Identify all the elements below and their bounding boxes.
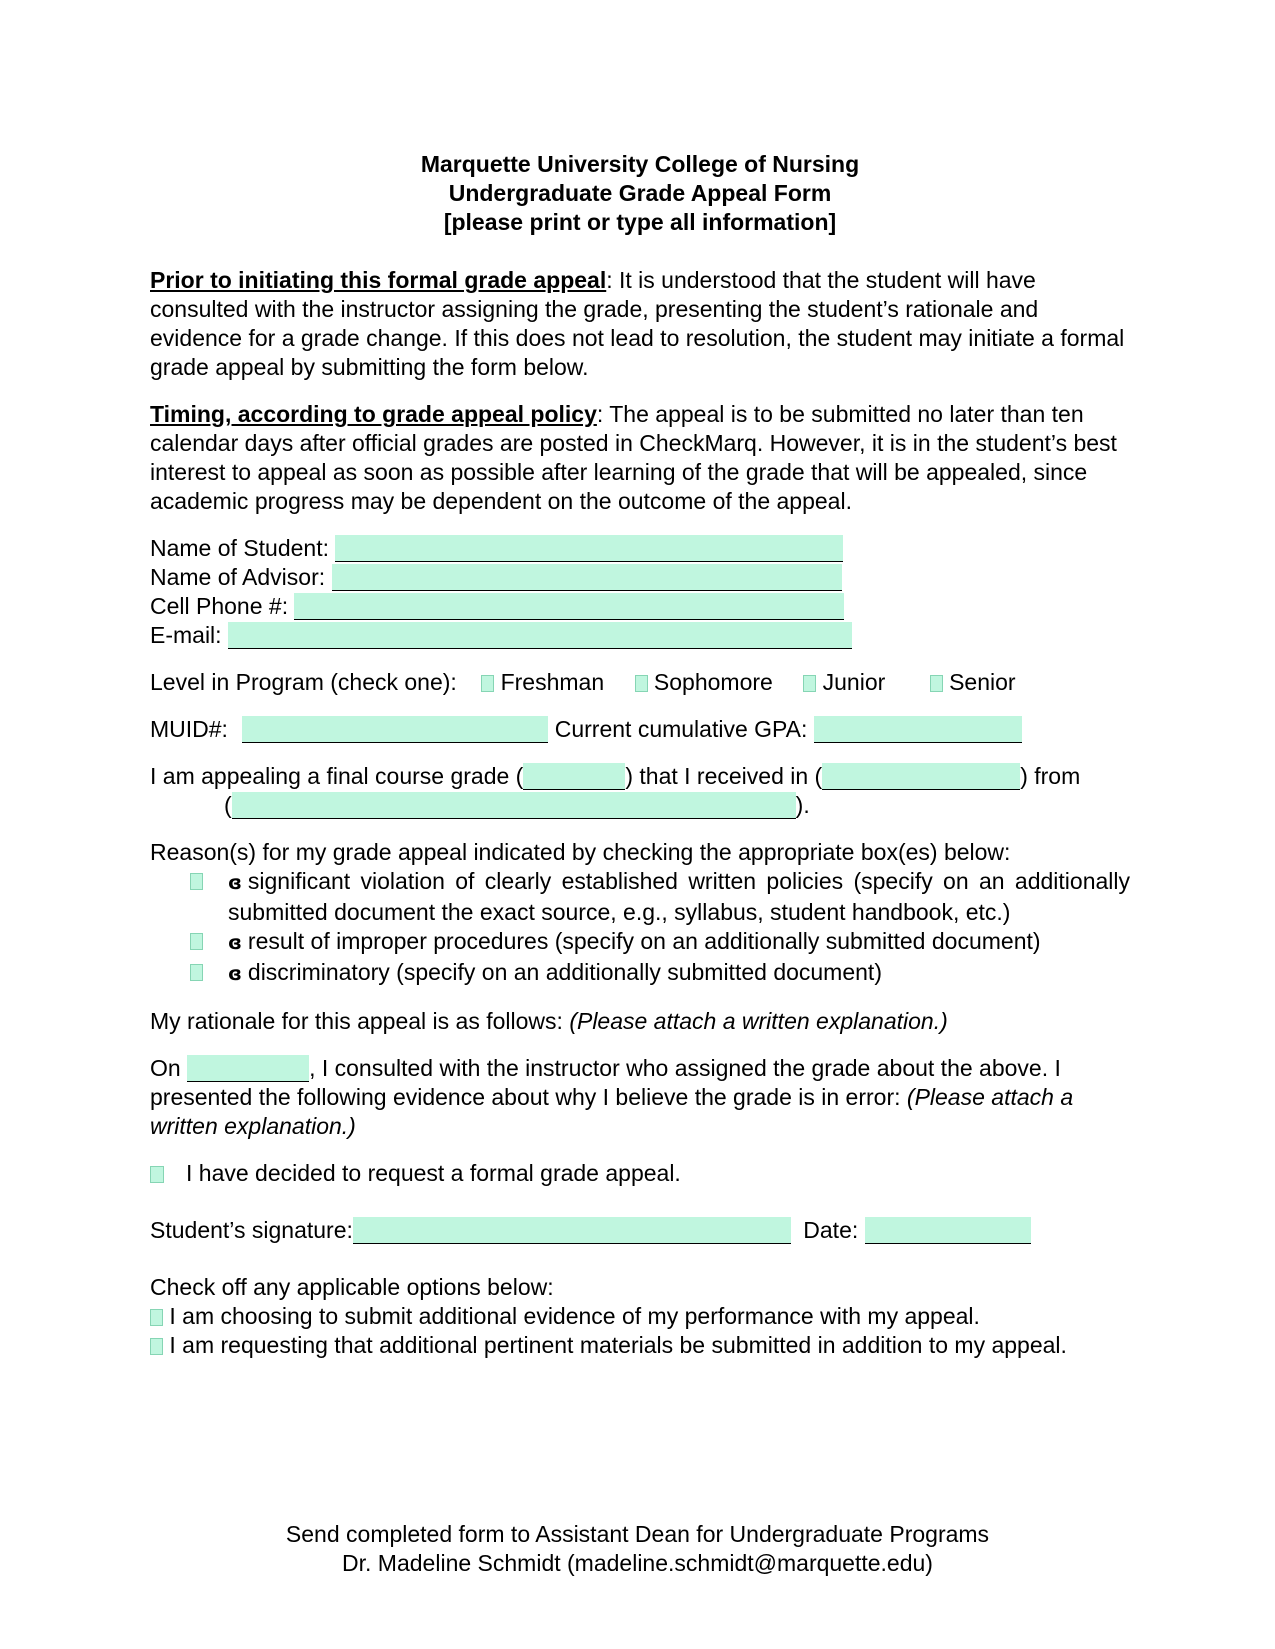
student-name-label: Name of Student: (150, 535, 329, 561)
decide-text: I have decided to request a formal grade appeal. (186, 1160, 681, 1186)
appeal-open-paren: ( (224, 792, 232, 818)
reasons-intro: Reason(s) for my grade appeal indicated by checking the appropriate box(es) below: (150, 839, 1011, 865)
reason-policy-checkbox[interactable] (190, 873, 203, 890)
level-freshman: Freshman (500, 669, 605, 695)
appeal-text-3: ) from (1020, 763, 1081, 789)
reason-item (150, 927, 1130, 958)
footer-contact: Dr. Madeline Schmidt (madeline.schmidt@marquette.edu) (342, 1550, 933, 1576)
rationale-text: My rationale for this appeal is as follows: (150, 1008, 570, 1034)
reason-procedures-checkbox[interactable] (190, 933, 203, 950)
gpa-label: Current cumulative GPA: (554, 716, 808, 742)
prior-paragraph (150, 266, 1130, 382)
signature-field[interactable] (353, 1217, 791, 1244)
reason-bullet-icon: ɞ (228, 963, 242, 985)
level-sophomore: Sophomore (653, 669, 773, 695)
option-evidence-checkbox[interactable] (150, 1309, 163, 1326)
appeal-close-paren: ). (795, 792, 810, 818)
option-materials-checkbox[interactable] (150, 1338, 163, 1355)
decide-row (150, 1159, 1130, 1188)
form-page (150, 150, 1130, 1360)
course-grade-field[interactable] (523, 763, 625, 790)
email-label: E-mail: (150, 622, 222, 648)
junior-checkbox[interactable] (803, 675, 816, 692)
consult-on: On (150, 1055, 188, 1081)
cell-phone-field[interactable] (294, 593, 844, 620)
rationale-line (150, 1007, 1130, 1036)
level-row (150, 668, 1130, 697)
header-institution: Marquette University College of Nursing (420, 151, 860, 177)
course-name-field[interactable] (232, 792, 796, 819)
cell-phone-label: Cell Phone #: (150, 593, 289, 619)
consult-paragraph (150, 1054, 1130, 1141)
consult-text: , I consulted with the instructor who assigned the grade about the above. I presented the following evidence about why I believe the grade is in error: (150, 1055, 1061, 1110)
advisor-name-field[interactable] (332, 564, 842, 591)
reasons-block (150, 838, 1130, 989)
appeal-block (150, 762, 1130, 820)
level-label: Level in Program (check one): (150, 669, 457, 695)
appeal-text-1: I am appealing a final course grade ( (150, 763, 524, 789)
footer-send-to: Send completed form to Assistant Dean for Undergraduate Programs (285, 1521, 990, 1547)
reason-bullet-icon: ɞ (228, 872, 242, 894)
reason-item (150, 867, 1130, 927)
rationale-italic: (Please attach a written explanation.) (569, 1008, 948, 1034)
consult-italic: (Please attach a written explanation.) (150, 1084, 1074, 1139)
options-block (150, 1273, 1130, 1360)
timing-paragraph (150, 400, 1130, 516)
option-evidence-text: I am choosing to submit additional evidence of my performance with my appeal. (169, 1303, 980, 1329)
gpa-field[interactable] (814, 716, 1022, 743)
muid-label: MUID#: (150, 716, 228, 742)
freshman-checkbox[interactable] (481, 675, 494, 692)
reason-policy-text: significant violation of clearly established written policies (specify on an additionally submitted document the exact source, e.g., syllabus, student handbook, etc.) (228, 868, 1130, 925)
student-name-field[interactable] (335, 535, 843, 562)
form-footer (0, 1520, 1275, 1578)
reason-bullet-icon: ɞ (228, 932, 242, 954)
timing-text: : The appeal is to be submitted no later than ten calendar days after official grades are posted in CheckMarq. However, it is in the student’s best interest to appeal as soon as possible after learning of the grade that will be appealed, since academic progress may be dependent on the outcome of the appeal. (150, 401, 1117, 514)
reason-discriminatory-checkbox[interactable] (190, 964, 203, 981)
reason-item (150, 958, 1130, 989)
level-junior: Junior (822, 669, 886, 695)
senior-checkbox[interactable] (930, 675, 943, 692)
prior-text: : It is understood that the student will have consulted with the instructor assigning the grade, presenting the student’s rationale and evidence for a grade change. If this does not lead to resolution, the student may initiate a formal grade appeal by submitting the form below. (150, 267, 1125, 380)
consult-date-field[interactable] (187, 1055, 309, 1082)
signature-label: Student’s signature: (150, 1217, 353, 1243)
formal-appeal-checkbox[interactable] (150, 1166, 164, 1183)
form-header (150, 150, 1130, 237)
reason-procedures-text: result of improper procedures (specify on an additionally submitted document) (247, 928, 1041, 954)
advisor-name-label: Name of Advisor: (150, 564, 326, 590)
option-materials-text: I am requesting that additional pertinent materials be submitted in addition to my appeal. (169, 1332, 1067, 1358)
timing-heading: Timing, according to grade appeal policy (150, 401, 597, 427)
student-info-block (150, 534, 1130, 650)
signature-row (150, 1216, 1130, 1245)
sophomore-checkbox[interactable] (635, 675, 648, 692)
signature-date-field[interactable] (865, 1217, 1031, 1244)
header-instruction: [please print or type all information] (443, 209, 837, 235)
email-field[interactable] (228, 622, 852, 649)
muid-field[interactable] (242, 716, 548, 743)
level-senior: Senior (949, 669, 1016, 695)
reason-discriminatory-text: discriminatory (specify on an additionally submitted document) (247, 959, 882, 985)
appeal-text-2: ) that I received in ( (625, 763, 823, 789)
header-form-title: Undergraduate Grade Appeal Form (448, 180, 832, 206)
date-label: Date: (803, 1217, 859, 1243)
options-intro: Check off any applicable options below: (150, 1274, 554, 1300)
muid-row (150, 715, 1130, 744)
prior-heading: Prior to initiating this formal grade appeal (150, 267, 607, 293)
term-field[interactable] (822, 763, 1020, 790)
